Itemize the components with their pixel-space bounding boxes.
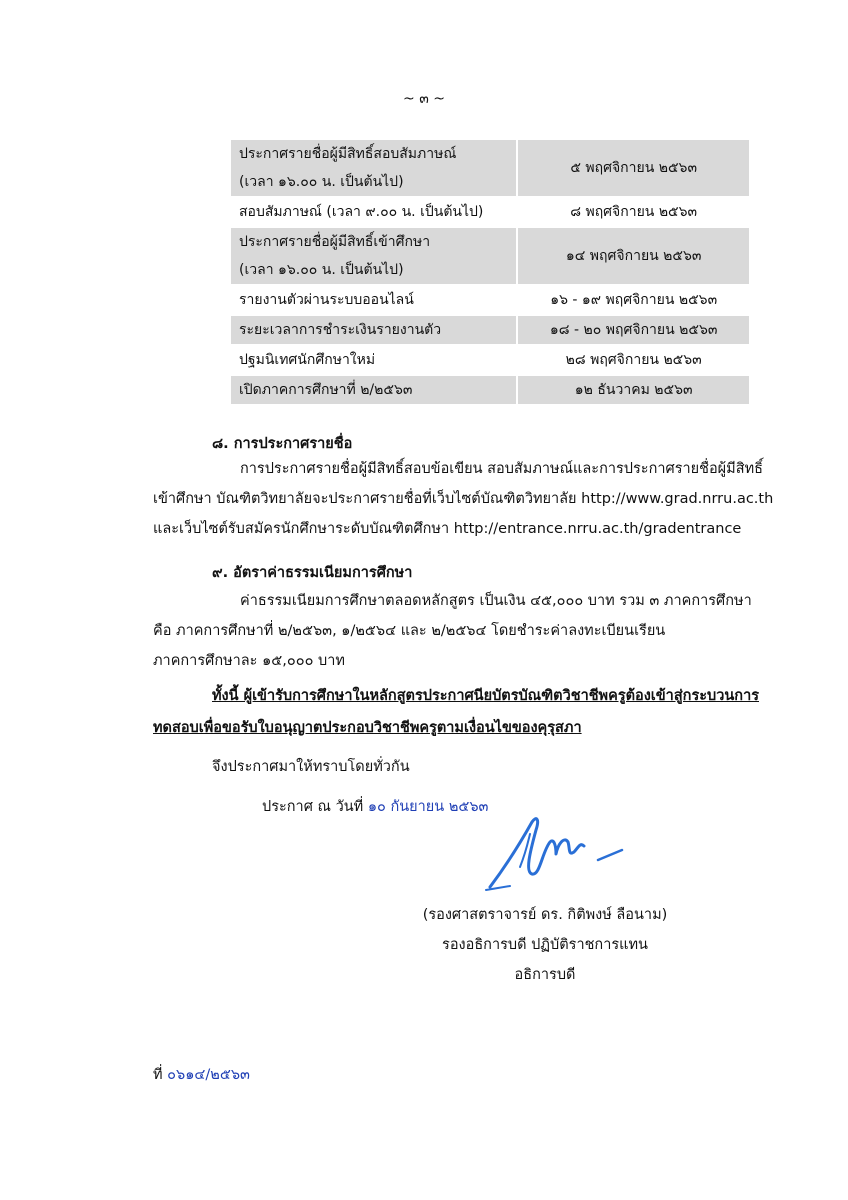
table-row: [231, 345, 749, 375]
schedule-item: [231, 227, 517, 285]
page-number: ~ ๓ ~: [403, 91, 445, 107]
reference-number: ๐๖๑๔/๒๕๖๓: [167, 1067, 250, 1083]
schedule-date: ๒๘ พฤศจิกายน ๒๕๖๓: [517, 345, 749, 375]
reference-number-line: [153, 1063, 250, 1086]
signatory-name: (รองศาสตราจารย์ ดร. กิติพงษ์ ลือนาม): [422, 907, 668, 923]
signature-image: [480, 812, 630, 897]
schedule-item-line: ประกาศรายชื่อผู้มีสิทธิ์เข้าศึกษา: [239, 234, 431, 250]
schedule-date: ๑๘ - ๒๐ พฤศจิกายน ๒๕๖๓: [517, 315, 749, 345]
schedule-date: ๕ พฤศจิกายน ๒๕๖๓: [517, 140, 749, 197]
reference-prefix: ที่: [153, 1067, 168, 1083]
schedule-item: รายงานตัวผ่านระบบออนไลน์: [231, 285, 517, 315]
section8-paragraph-line: การประกาศรายชื่อผู้มีสิทธิ์สอบข้อเขียน สอบสัมภาษณ์และการประกาศรายชื่อผู้มีสิทธิ์: [240, 461, 763, 477]
announcement-date: ๑๐ กันยายน ๒๕๖๓: [367, 799, 489, 815]
schedule-item-line: ประกาศรายชื่อผู้มีสิทธิ์สอบสัมภาษณ์: [239, 146, 457, 162]
schedule-item-line: (เวลา ๑๖.๐๐ น. เป็นต้นไป): [239, 262, 404, 278]
schedule-item: ระยะเวลาการชำระเงินรายงานตัว: [231, 315, 517, 345]
closing-statement: จึงประกาศมาให้ทราบโดยทั่วกัน: [212, 759, 410, 775]
signatory-position: รองอธิการบดี ปฏิบัติราชการแทน: [442, 937, 648, 953]
announcement-date-prefix: ประกาศ ณ วันที่: [262, 799, 368, 815]
schedule-date: ๑๖ - ๑๙ พฤศจิกายน ๒๕๖๓: [517, 285, 749, 315]
table-row: [231, 375, 749, 405]
section9-heading: ๙. อัตราค่าธรรมเนียมการศึกษา: [212, 565, 413, 581]
schedule-item-line: (เวลา ๑๖.๐๐ น. เป็นต้นไป): [239, 174, 404, 190]
notice-line: ทั้งนี้ ผู้เข้ารับการศึกษาในหลักสูตรประกาศนียบัตรบัณฑิตวิชาชีพครูต้องเข้าสู่กระบวนการ: [212, 688, 759, 704]
section9-paragraph-line: ค่าธรรมเนียมการศึกษาตลอดหลักสูตร เป็นเงิน ๔๕,๐๐๐ บาท รวม ๓ ภาคการศึกษา: [240, 593, 752, 609]
section8-heading: ๘. การประกาศรายชื่อ: [212, 436, 353, 452]
section8-paragraph-line: เข้าศึกษา บัณฑิตวิทยาลัยจะประกาศรายชื่อที่เว็บไซต์บัณฑิตวิทยาลัย http://www.grad.nrru.ac.th: [153, 491, 774, 507]
schedule-item: ปฐมนิเทศนักศึกษาใหม่: [231, 345, 517, 375]
schedule-date: ๘ พฤศจิกายน ๒๕๖๓: [517, 197, 749, 227]
schedule-date: ๑๒ ธันวาคม ๒๕๖๓: [517, 375, 749, 405]
schedule-table: [231, 140, 749, 406]
schedule-item: [231, 140, 517, 197]
announcement-date-line: [262, 795, 488, 818]
table-row: [231, 140, 749, 197]
table-row: [231, 227, 749, 285]
section8-paragraph-line: และเว็บไซต์รับสมัครนักศึกษาระดับบัณฑิตศึกษา http://entrance.nrru.ac.th/gradentrance: [153, 521, 742, 537]
signatory-position: อธิการบดี: [514, 967, 576, 983]
schedule-date: ๑๔ พฤศจิกายน ๒๕๖๓: [517, 227, 749, 285]
schedule-item: เปิดภาคการศึกษาที่ ๒/๒๕๖๓: [231, 375, 517, 405]
notice-line: ทดสอบเพื่อขอรับใบอนุญาตประกอบวิชาชีพครูตามเงื่อนไขของคุรุสภา: [153, 720, 582, 736]
section9-paragraph-line: คือ ภาคการศึกษาที่ ๒/๒๕๖๓, ๑/๒๕๖๔ และ ๒/๒๕๖๔ โดยชำระค่าลงทะเบียนเรียน: [153, 623, 666, 639]
table-row: [231, 197, 749, 227]
table-row: [231, 285, 749, 315]
section9-paragraph-line: ภาคการศึกษาละ ๑๕,๐๐๐ บาท: [153, 653, 345, 669]
table-row: [231, 315, 749, 345]
schedule-item: สอบสัมภาษณ์ (เวลา ๙.๐๐ น. เป็นต้นไป): [231, 197, 517, 227]
